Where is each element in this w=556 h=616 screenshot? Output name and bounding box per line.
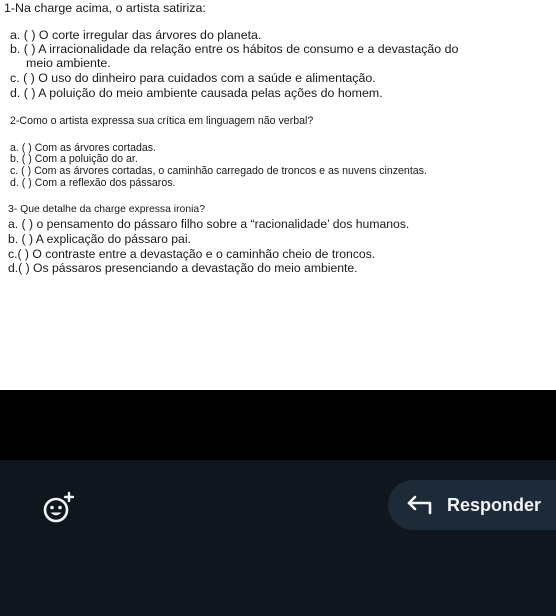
- reply-button-label: Responder: [447, 494, 542, 515]
- question-2-option-c: c. ( ) Com as árvores cortadas, o caminhão carregado de troncos e as nuvens cinzentas.: [10, 165, 427, 177]
- reply-button[interactable]: [388, 480, 556, 530]
- question-2-option-d: d. ( ) Com a reflexão dos pássaros.: [10, 177, 176, 189]
- image-bottom-margin: [0, 390, 556, 460]
- reply-arrow-icon: [406, 494, 434, 516]
- question-3-option-b: b. ( ) A explicação do pássaro pai.: [8, 232, 191, 246]
- question-3-option-c: c.( ) O contraste entre a devastação e o caminhão cheio de troncos.: [8, 247, 376, 261]
- question-2-option-a: a. ( ) Com as árvores cortadas.: [10, 142, 157, 154]
- question-1-option-d: d. ( ) A poluição do meio ambiente causada pelas ações do homem.: [10, 86, 383, 100]
- question-1-option-c: c. ( ) O uso do dinheiro para cuidados com a saúde e alimentação.: [10, 71, 376, 85]
- question-1-option-a: a. ( ) O corte irregular das árvores do planeta.: [10, 28, 262, 42]
- question-1-title: 1-Na charge acima, o artista satiriza:: [4, 1, 206, 15]
- question-2-title: 2-Como o artista expressa sua crítica em linguagem não verbal?: [10, 115, 314, 127]
- question-3-option-a: a. ( ) o pensamento do pássaro filho sobre a “racionalidade’ dos humanos.: [8, 217, 410, 231]
- question-3-option-d: d.( ) Os pássaros presenciando a devastação do meio ambiente.: [8, 261, 358, 275]
- question-1-option-b: b. ( ) A irracionalidade da relação entre os hábitos de consumo e a devastação do: [10, 42, 459, 56]
- question-3-title: 3- Que detalhe da charge expressa ironia?: [8, 204, 205, 215]
- emoji-add-button[interactable]: [40, 490, 76, 526]
- emoji-add-icon: [40, 490, 76, 526]
- question-1-option-b-continued: meio ambiente.: [26, 56, 111, 70]
- question-2-option-b: b. ( ) Com a poluição do ar.: [10, 153, 138, 165]
